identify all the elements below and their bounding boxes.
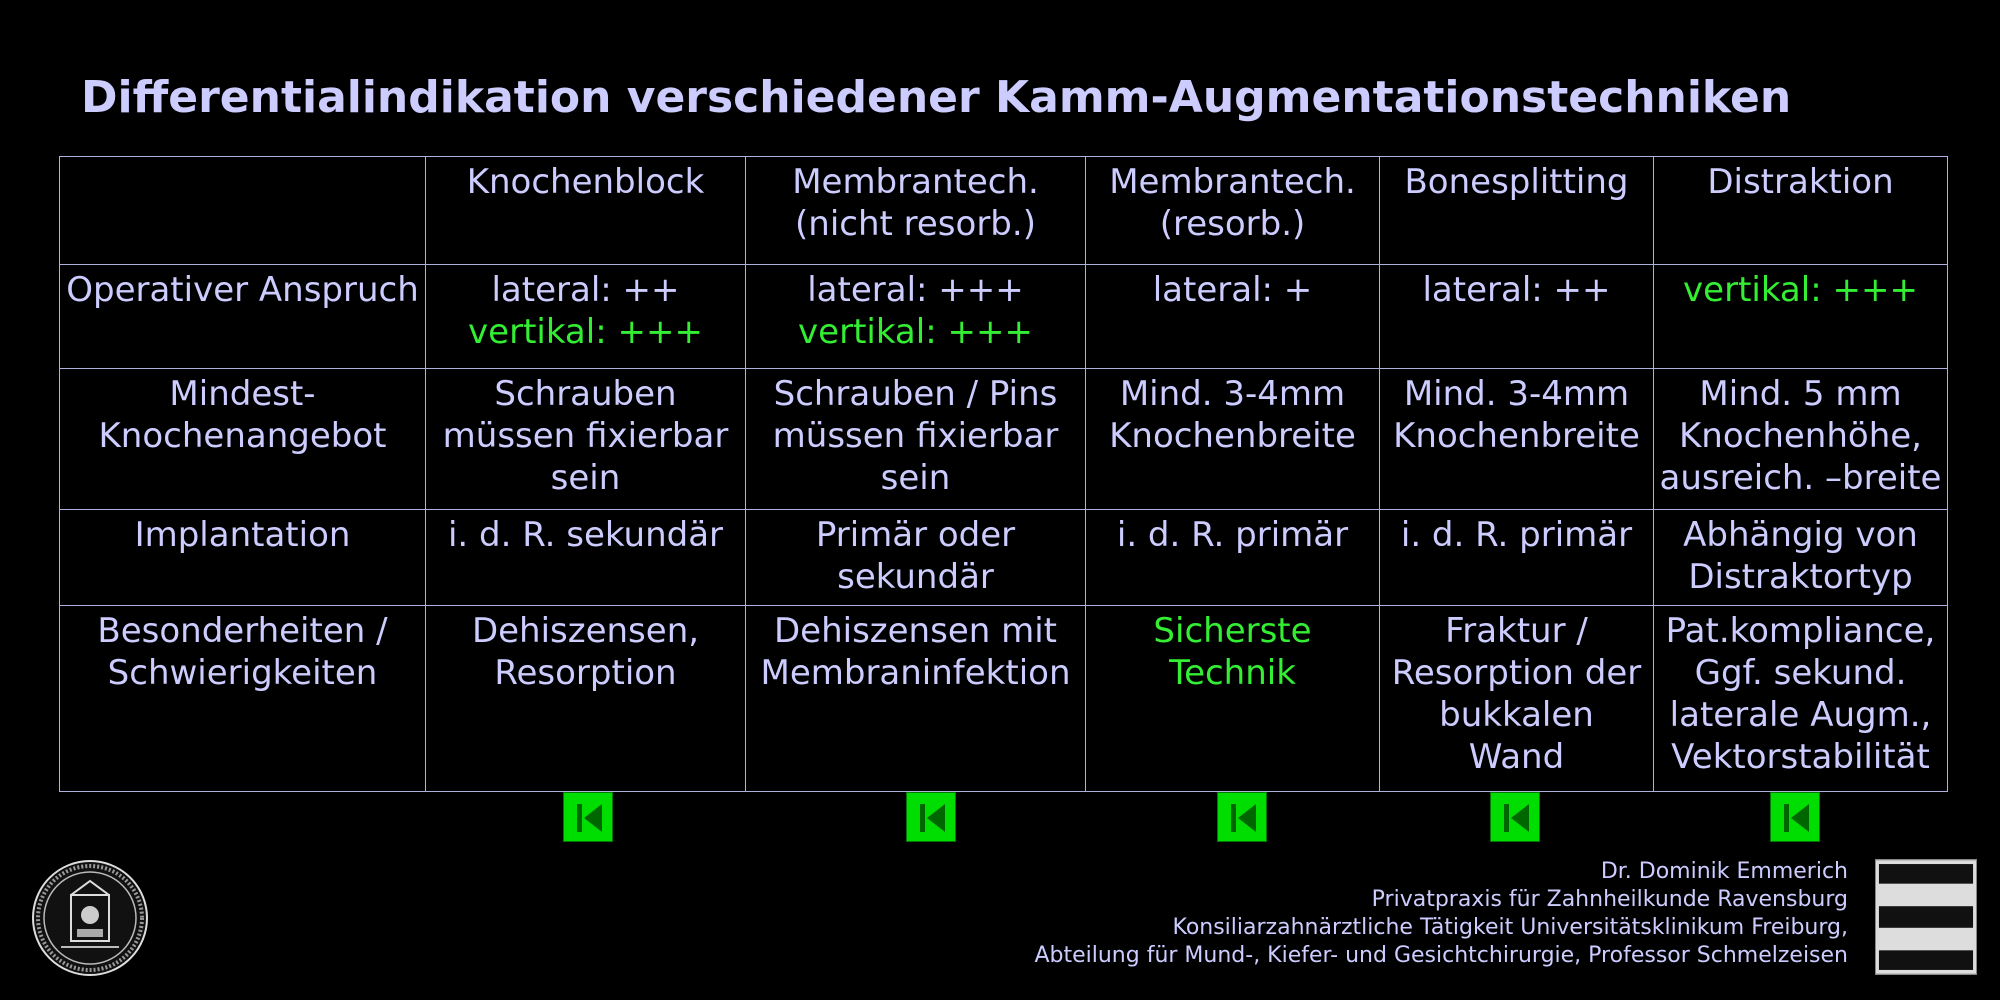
footer-credits bbox=[1034, 858, 1848, 970]
university-seal-icon bbox=[31, 859, 149, 977]
cell-text: Schrauben bbox=[494, 374, 677, 415]
table-cell bbox=[1086, 605, 1380, 791]
cell-text: sekundär bbox=[837, 556, 994, 597]
slide-stack-icon bbox=[1875, 859, 1977, 975]
cell-text: Primär oder bbox=[815, 514, 1016, 555]
first-slide-button[interactable] bbox=[1770, 792, 1820, 842]
cell-text: Fraktur / bbox=[1445, 610, 1588, 651]
first-slide-button[interactable] bbox=[906, 792, 956, 842]
first-slide-icon bbox=[1771, 793, 1821, 843]
table-header-row bbox=[60, 157, 1948, 265]
cell-text: bukkalen bbox=[1439, 694, 1594, 735]
table-cell bbox=[1086, 265, 1380, 369]
cell-text: Schrauben / Pins bbox=[773, 374, 1058, 415]
footer-line: Konsiliarzahnärztliche Tätigkeit Universitätsklinikum Freiburg, bbox=[1172, 915, 1848, 940]
row-label bbox=[60, 265, 426, 369]
cell-text: Distraktortyp bbox=[1688, 556, 1913, 597]
table-cell bbox=[1380, 369, 1654, 509]
table-cell bbox=[1380, 265, 1654, 369]
cell-text: Mind. 3-4mm bbox=[1403, 374, 1630, 415]
column-header bbox=[746, 157, 1086, 265]
cell-text: Ggf. sekund. bbox=[1694, 652, 1907, 693]
header-text: Bonesplitting bbox=[1404, 162, 1629, 202]
first-slide-icon bbox=[1491, 793, 1541, 843]
table-cell bbox=[426, 369, 746, 509]
header-text: Membrantech. bbox=[1109, 162, 1356, 202]
column-header bbox=[426, 157, 746, 265]
cell-text: sein bbox=[550, 458, 621, 499]
cell-text: Besonderheiten / bbox=[97, 610, 388, 651]
cell-text: lateral: ++ bbox=[491, 270, 680, 311]
cell-text: Mind. 3-4mm bbox=[1119, 374, 1346, 415]
header-text: Knochenblock bbox=[466, 162, 705, 202]
cell-text: lateral: + bbox=[1152, 270, 1313, 311]
cell-text: Abhängig von bbox=[1683, 514, 1918, 555]
cell-text: Dehiszensen, bbox=[471, 610, 700, 651]
first-slide-button[interactable] bbox=[1217, 792, 1267, 842]
cell-text: i. d. R. primär bbox=[1400, 514, 1633, 555]
first-slide-icon bbox=[1218, 793, 1268, 843]
table-cell bbox=[746, 509, 1086, 605]
page-title: Differentialindikation verschiedener Kamm-Augmentationstechniken bbox=[81, 72, 1792, 123]
table-cell bbox=[746, 369, 1086, 509]
first-slide-icon bbox=[907, 793, 957, 843]
cell-text: Operativer Anspruch bbox=[66, 270, 419, 311]
cell-text: laterale Augm., bbox=[1669, 694, 1932, 735]
table-cell bbox=[1086, 509, 1380, 605]
table-cell bbox=[426, 605, 746, 791]
row-label bbox=[60, 605, 426, 791]
table-cell bbox=[746, 605, 1086, 791]
cell-text: lateral: +++ bbox=[807, 270, 1024, 311]
table-cell bbox=[426, 509, 746, 605]
cell-text: Mind. 5 mm bbox=[1699, 374, 1902, 415]
table-row bbox=[60, 509, 1948, 605]
table-cell bbox=[1086, 369, 1380, 509]
footer-line: Dr. Dominik Emmerich bbox=[1600, 859, 1848, 884]
cell-text: Pat.kompliance, bbox=[1665, 610, 1936, 651]
table-cell bbox=[1654, 605, 1948, 791]
cell-text: Resorption der bbox=[1391, 652, 1642, 693]
row-label bbox=[60, 509, 426, 605]
cell-text: i. d. R. primär bbox=[1116, 514, 1349, 555]
comparison-table bbox=[59, 156, 1948, 792]
table-row bbox=[60, 369, 1948, 509]
cell-text: müssen fixierbar bbox=[772, 416, 1059, 457]
cell-text: vertikal: +++ bbox=[798, 312, 1033, 353]
cell-text: Implantation bbox=[134, 514, 351, 555]
first-slide-button[interactable] bbox=[563, 792, 613, 842]
cell-text: Resorption bbox=[494, 652, 677, 693]
table-cell bbox=[1654, 509, 1948, 605]
cell-text: vertikal: +++ bbox=[1683, 270, 1918, 311]
cell-text: sein bbox=[880, 458, 951, 499]
table-cell bbox=[1654, 265, 1948, 369]
cell-text: müssen fixierbar bbox=[442, 416, 729, 457]
cell-text: Mindest- bbox=[169, 374, 316, 415]
footer-line: Privatpraxis für Zahnheilkunde Ravensburg bbox=[1371, 887, 1848, 912]
cell-text: Technik bbox=[1169, 652, 1296, 693]
table-cell bbox=[426, 265, 746, 369]
cell-text: vertikal: +++ bbox=[468, 312, 703, 353]
cell-text: Wand bbox=[1468, 736, 1565, 777]
header-cell-empty bbox=[60, 157, 426, 265]
cell-text: Knochenhöhe, bbox=[1679, 416, 1922, 457]
column-header bbox=[1380, 157, 1654, 265]
header-text: (nicht resorb.) bbox=[795, 204, 1036, 244]
cell-text: i. d. R. sekundär bbox=[447, 514, 724, 555]
cell-text: Knochenbreite bbox=[1393, 416, 1640, 457]
column-header bbox=[1086, 157, 1380, 265]
row-label bbox=[60, 369, 426, 509]
table-cell bbox=[1380, 605, 1654, 791]
table-row bbox=[60, 605, 1948, 791]
cell-text: Membraninfektion bbox=[760, 652, 1071, 693]
table-cell bbox=[746, 265, 1086, 369]
first-slide-icon bbox=[564, 793, 614, 843]
cell-text: ausreich. –breite bbox=[1659, 458, 1942, 499]
first-slide-button[interactable] bbox=[1490, 792, 1540, 842]
footer-line: Abteilung für Mund-, Kiefer- und Gesichtchirurgie, Professor Schmelzeisen bbox=[1034, 943, 1848, 968]
header-text: Membrantech. bbox=[792, 162, 1039, 202]
cell-text: Knochenbreite bbox=[1109, 416, 1356, 457]
cell-text: Schwierigkeiten bbox=[107, 652, 378, 693]
cell-text: lateral: ++ bbox=[1422, 270, 1611, 311]
table-cell bbox=[1654, 369, 1948, 509]
cell-text: Vektorstabilität bbox=[1671, 736, 1930, 777]
cell-text: Knochenangebot bbox=[98, 416, 387, 457]
cell-text: Dehiszensen mit bbox=[773, 610, 1057, 651]
cell-text: Sicherste bbox=[1153, 610, 1312, 651]
header-text: Distraktion bbox=[1707, 162, 1894, 202]
column-header bbox=[1654, 157, 1948, 265]
table-cell bbox=[1380, 509, 1654, 605]
table-row bbox=[60, 265, 1948, 369]
header-text: (resorb.) bbox=[1159, 204, 1306, 244]
